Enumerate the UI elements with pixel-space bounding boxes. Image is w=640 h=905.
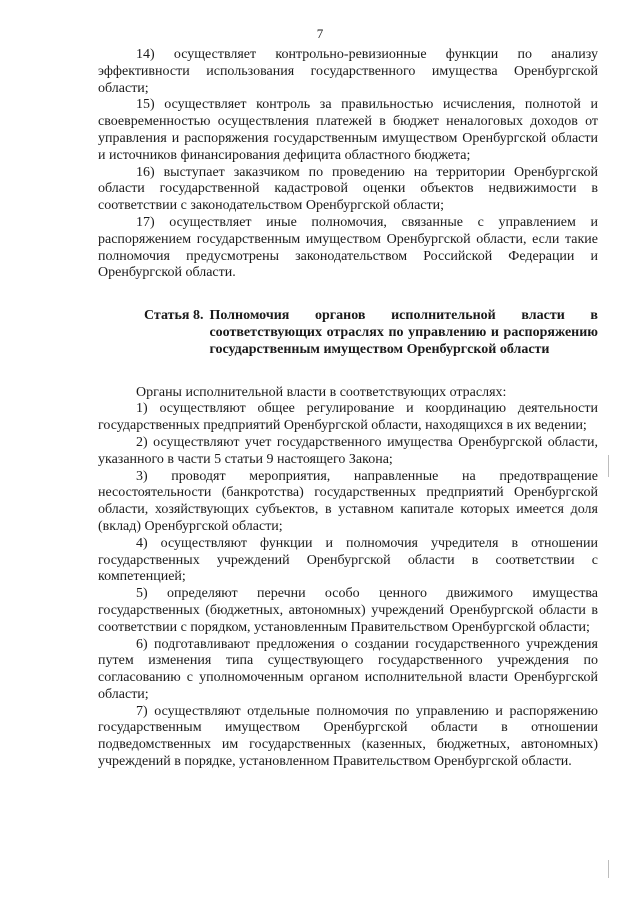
paragraph-15: 15) осуществляет контроль за правильностью исчисления, полнотой и своевременностью осуществления платежей в бюджет неналоговых доходов от управления и распоряжения государственным имуществом Оренбургской области и источников финансирования дефицита областного бюджета; <box>98 97 598 163</box>
paragraph-intro: Органы исполнительной власти в соответствующих отраслях: <box>136 384 507 400</box>
article-heading <box>98 308 598 358</box>
paragraph-14: 14) осуществляет контрольно-ревизионные функции по анализу эффективности использования государственного имущества Оренбургской области; <box>98 47 598 96</box>
paragraphs-bottom <box>98 385 598 771</box>
paragraph-item-2: 2) осуществляют учет государственного имущества Оренбургской области, указанного в части 5 статьи 9 настоящего Закона; <box>98 434 598 467</box>
paragraph-item-6: 6) подготавливают предложения о создании государственного учреждения путем изменения типа существующего государственного учреждения по согласованию с уполномоченным органом исполнительной власти Оренбургской области; <box>98 636 598 702</box>
scan-mark <box>608 455 609 477</box>
paragraphs-top <box>98 47 598 282</box>
document-body <box>98 47 598 771</box>
page-number: 7 <box>316 26 324 41</box>
paragraph-16: 16) выступает заказчиком по проведению на территории Оренбургской области государственной кадастровой оценки объектов недвижимости в соответствии с законодательством Оренбургской области; <box>98 164 598 214</box>
scan-mark <box>608 860 609 878</box>
paragraph-item-4: 4) осуществляют функции и полномочия учредителя в отношении государственных учреждений Оренбургской области в соответствии с компетенцией; <box>98 535 598 585</box>
paragraph-item-5: 5) определяют перечни особо ценного движимого имущества государственных (бюджетных, автономных) учреждений Оренбургской области в соответствии с порядком, установленным Правительством Оренбургской области; <box>98 586 598 635</box>
article-title: Полномочия органов исполнительной власти в соответствующих отраслях по управлению и распоряжению государственным имуществом Оренбургской области <box>209 308 598 357</box>
article-number: Статья 8. <box>144 308 204 324</box>
paragraph-item-1: 1) осуществляют общее регулирование и координацию деятельности государственных предприятий Оренбургской области, находящихся в их ведении; <box>98 401 598 434</box>
paragraph-item-3: 3) проводят мероприятия, направленные на предотвращение несостоятельности (банкротства) государственных предприятий Оренбургской области, хозяйствующих субъектов, в уставном капитале которых имеется доля (вклад) Оренбургской области; <box>98 468 598 534</box>
paragraph-item-7: 7) осуществляют отдельные полномочия по управлению и распоряжению государственным имуществом Оренбургской области в отношении подведомственных им государственных (казенных, бюджетных, автономных) учреждений в порядке, установленном Правительством Оренбургской области. <box>98 703 598 770</box>
paragraph-17: 17) осуществляет иные полномочия, связанные с управлением и распоряжением государственным имуществом Оренбургской области, если такие полномочия предусмотрены законодательством Российской Федерации и Оренбургской области. <box>98 214 598 281</box>
